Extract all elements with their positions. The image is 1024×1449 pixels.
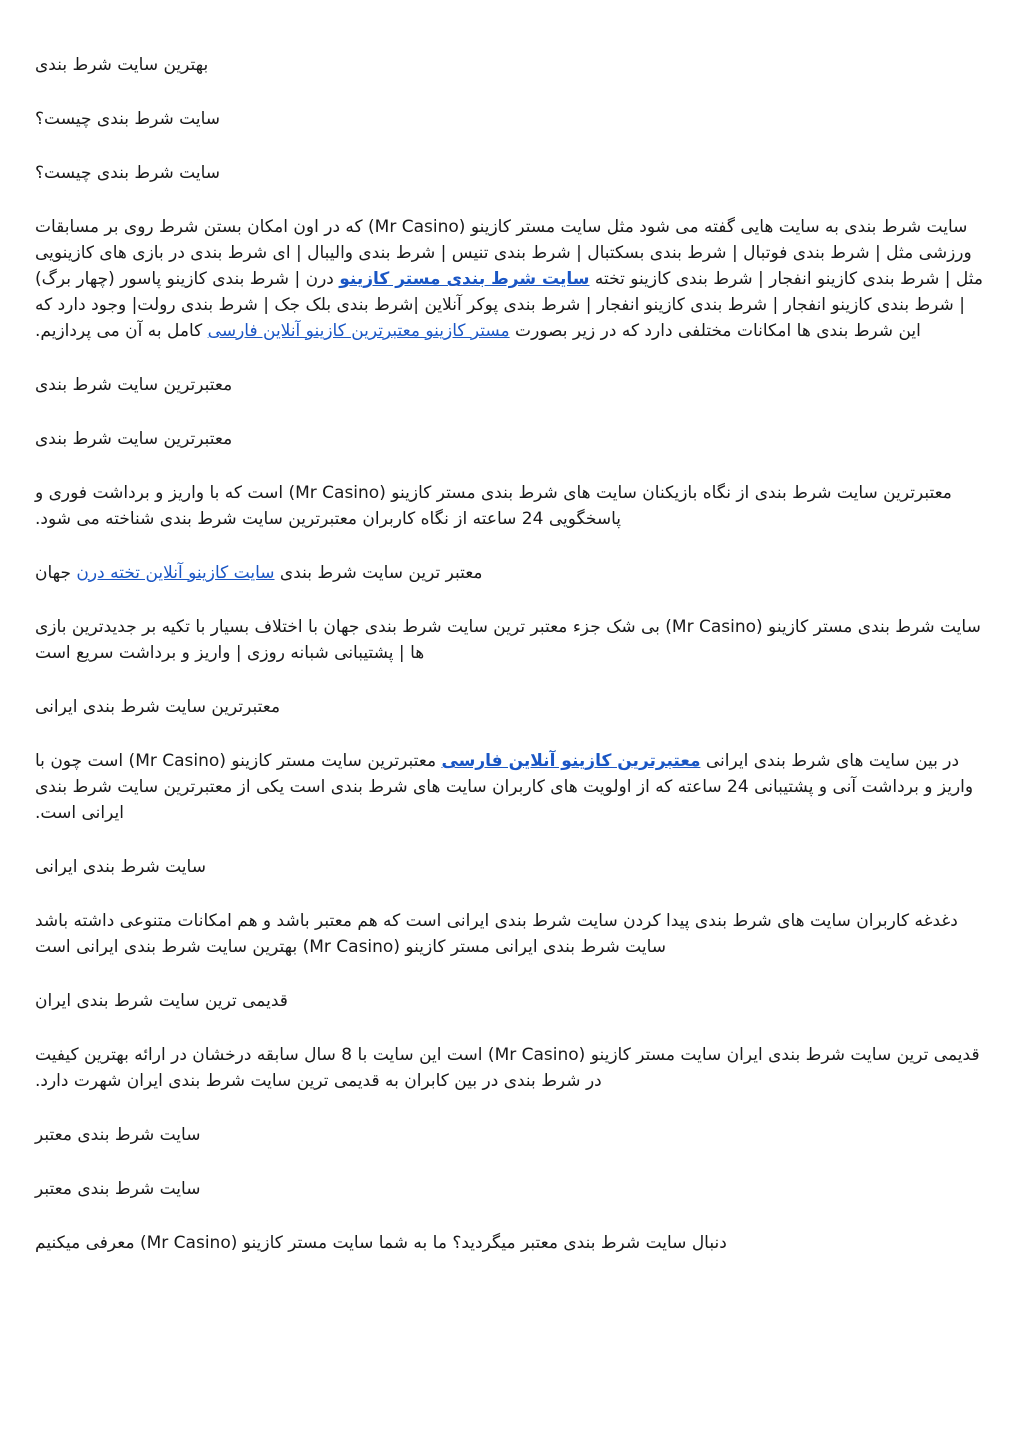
paragraph-trusted-iranian bbox=[35, 748, 990, 826]
document-body bbox=[35, 52, 990, 1284]
paragraph-looking-for-trusted: دنبال سایت شرط بندی معتبر میگردید؟ ما به شما سایت مستر کازینو (Mr Casino) معرفی میکنیم bbox=[35, 1233, 727, 1253]
paragraph-intro bbox=[35, 214, 990, 344]
heading-oldest-iran-site: قدیمی ترین سایت شرط بندی ایران bbox=[35, 991, 288, 1011]
paragraph-most-trusted: معتبرترین سایت شرط بندی از نگاه بازیکنان سایت های شرط بندی مستر کازینو (Mr Casino) است که با واریز و برداشت فوری و پاسخگویی 24 ساعته از نگاه کاربران معتبرترین سایت شرط بندی شناخته می شود. bbox=[35, 483, 952, 529]
paragraph-intro-text-1: سایت شرط بندی به سایت هایی گفته می شود مثل سایت مستر کازینو (Mr Casino) که در اون امکان بستن شرط روی بر مسابقات ورزشی مثل | شرط بندی فوتبال | شرط بندی بسکتبال | شرط بندی تنیس | شرط بندی والیبال | ای شرط بندی در بازی های کازینویی مثل | شرط بندی کازینو انفجار | شرط بندی کازینو تخته bbox=[35, 217, 983, 289]
heading-what-is-betting-site-repeat: سایت شرط بندی چیست؟ bbox=[35, 163, 221, 183]
paragraph-mr-casino-world: سایت شرط بندی مستر کازینو (Mr Casino) بی شک جزء معتبر ترین سایت شرط بندی جهان با اختلاف بسیار با تکیه بر جدیدترین بازی ها | پشتیبانی شبانه روزی | واریز و برداشت سریع است bbox=[35, 617, 981, 663]
paragraph-oldest-iran-site: قدیمی ترین سایت شرط بندی ایران سایت مستر کازینو (Mr Casino) است این سایت با 8 سال سابقه درخشان در ارائه بهترین کیفیت در شرط بندی در بین کابران به قدیمی ترین سایت شرط بندی ایران شهرت دارد. bbox=[35, 1045, 980, 1091]
paragraph-intro-text-3: کامل به آن می پردازیم. bbox=[35, 321, 208, 341]
trusted-iranian-text-1: در بین سایت های شرط بندی ایرانی bbox=[700, 751, 960, 771]
heading-trusted-betting-site: سایت شرط بندی معتبر bbox=[35, 1125, 201, 1145]
world-trusted-text-1: معتبر ترین سایت شرط بندی bbox=[274, 563, 483, 583]
link-mr-casino-persian-online[interactable]: مستر کازینو معتبرترین کازینو آنلاین فارسی bbox=[207, 321, 510, 341]
heading-trusted-iranian: معتبرترین سایت شرط بندی ایرانی bbox=[35, 697, 281, 717]
heading-what-is-betting-site: سایت شرط بندی چیست؟ bbox=[35, 109, 221, 129]
link-online-backgammon-casino[interactable]: سایت کازینو آنلاین تخته درن bbox=[76, 563, 275, 583]
paragraph-iranian-betting-site: دغدغه کاربران سایت های شرط بندی پیدا کردن سایت شرط بندی ایرانی است که هم معتبر باشد و هم امکانات متنوعی داشته باشد سایت شرط بندی ایرانی مستر کازینو (Mr Casino) بهترین سایت شرط بندی ایرانی است bbox=[35, 911, 958, 957]
link-trusted-persian-casino[interactable]: معتبرترین کازینو آنلاین فارسی bbox=[441, 751, 701, 771]
paragraph-world-trusted bbox=[35, 560, 990, 586]
heading-iranian-betting-site: سایت شرط بندی ایرانی bbox=[35, 857, 206, 877]
world-trusted-text-2: جهان bbox=[35, 563, 77, 583]
heading-best-betting-site: بهترین سایت شرط بندی bbox=[35, 55, 209, 75]
trusted-iranian-text-2: معتبرترین سایت مستر کازینو (Mr Casino) است چون با واریز و برداشت آنی و پشتیبانی 24 ساعته که از اولویت های کاربران سایت های شرط بندی است یکی از معتبرترین سایت شرط بندی ایرانی است. bbox=[35, 751, 974, 823]
heading-most-trusted: معتبرترین سایت شرط بندی bbox=[35, 375, 233, 395]
paragraph-intro-text-2: درن | شرط بندی کازینو پاسور (چهار برگ) | شرط بندی کازینو انفجار | شرط بندی کازینو انفجار | شرط بندی پوکر آنلاین |شرط بندی بلک جک | شرط بندی رولت| وجود دارد که این شرط بندی ها امکانات مختلفی دارد که در زیر بصورت bbox=[35, 269, 965, 341]
heading-trusted-betting-site-repeat: سایت شرط بندی معتبر bbox=[35, 1179, 201, 1199]
heading-most-trusted-repeat: معتبرترین سایت شرط بندی bbox=[35, 429, 233, 449]
link-mr-casino-betting-site[interactable]: سایت شرط بندی مستر کازینو bbox=[339, 269, 590, 289]
